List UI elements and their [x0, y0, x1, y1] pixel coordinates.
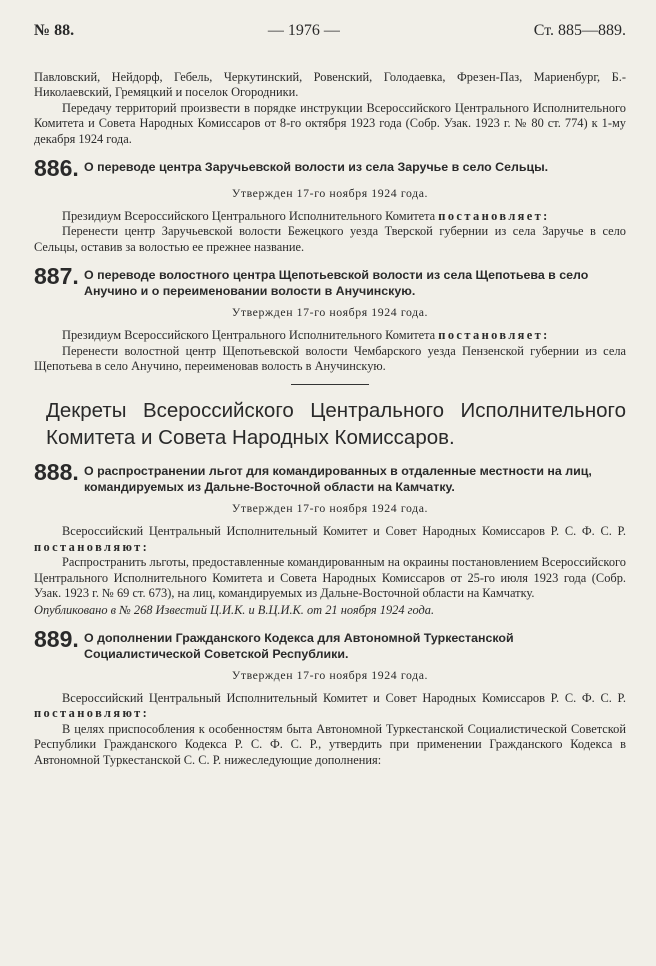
article-title: О переводе центра Заручьевской волости из села Заручье в село Сельцы. — [84, 160, 549, 175]
issue-number: № 88. — [34, 22, 75, 39]
article-preamble — [34, 691, 626, 722]
page-header — [34, 22, 626, 48]
article-body: Распространить льготы, предоставленные командированным на окраины постановлением Всероссийского Центрального Исполнительного Комитета и Совета Народных Комиссаров от 25-го июля 1923 года (Собр. Узак. 1923 г. № 69 ст. 673), на лиц, командируемых из Дальне-Восточной области на Камчатку. — [34, 555, 626, 601]
intro-paragraph-1: Павловский, Нейдорф, Гебель, Черкутинский, Ровенский, Голодаевка, Фрезен-Паз, Мариенбург, Б.-Николаевский, Гремяцкий и поселок Огородники. — [34, 70, 626, 100]
article-range: Ст. 885—889. — [533, 22, 626, 39]
article-number: 888. — [34, 459, 79, 486]
article-preamble — [34, 524, 626, 555]
article-body: В целях приспособления к особенностям быта Автономной Туркестанской Социалистической Советской Республики Гражданского Кодекса Р. С. Ф. С. Р., утвердить при применении Гражданского Кодекса в Автономной Туркестанской С. С. Р. нижеследующие дополнения: — [34, 721, 626, 767]
article-889-heading — [34, 627, 626, 662]
article-number: 887. — [34, 263, 79, 290]
intro-paragraph-2: Передачу территорий произвести в порядке инструкции Всероссийского Центрального Исполнительного Комитета и Совета Народных Комиссаров от 8-го октября 1923 года (Собр. Узак. 1923 г. № 80 ст. 774) к 1-му декабря 1924 года. — [34, 100, 626, 146]
article-887-heading — [34, 264, 626, 299]
intro-continuation — [34, 70, 626, 147]
article-title: О распространении льгот для командированных в отдаленные местности на лиц, командируемых из Дальне-Восточной области на Камчатку. — [84, 464, 592, 495]
resolves-word: постановляет: — [438, 328, 550, 343]
approval-date: Утвержден 17-го ноября 1924 года. — [231, 501, 429, 516]
preamble-text: Всероссийский Центральный Исполнительный Комитет и Совет Народных Комиссаров Р. С. Ф. С. Р. — [62, 524, 626, 539]
resolves-word: постановляют: — [34, 706, 150, 721]
article-body: Перенести волостной центр Щепотьевской волости Чембарского уезда Пензенской губернии из села Щепотьева в село Анучино, переименовав волость в Анучинскую. — [34, 343, 626, 374]
preamble-text: Президиум Всероссийского Центрального Исполнительного Комитета — [62, 209, 436, 224]
page-number: — 1976 — — [267, 22, 340, 39]
preamble-text: Всероссийский Центральный Исполнительный Комитет и Совет Народных Комиссаров Р. С. Ф. С. Р. — [62, 690, 626, 705]
article-body: Перенести центр Заручьевской волости Бежецкого уезда Тверской губернии из села Заручье в село Сельцы, оставив за волостью ее прежнее название. — [34, 224, 626, 254]
approval-date: Утвержден 17-го ноября 1924 года. — [231, 667, 429, 682]
article-number: 886. — [34, 155, 79, 182]
approval-date: Утвержден 17-го ноября 1924 года. — [231, 186, 429, 201]
article-886-heading — [34, 156, 626, 180]
article-preamble — [34, 328, 626, 343]
resolves-word: постановляет: — [438, 209, 550, 224]
approval-date: Утвержден 17-го ноября 1924 года. — [231, 305, 429, 320]
article-preamble — [34, 209, 626, 224]
article-number: 889. — [34, 625, 79, 652]
resolves-word: постановляют: — [34, 539, 150, 554]
preamble-text: Президиум Всероссийского Центрального Исполнительного Комитета — [62, 328, 436, 343]
article-title: О дополнении Гражданского Кодекса для Автономной Туркестанской Социалистической Советской Республики. — [84, 630, 514, 661]
article-888-heading — [34, 460, 626, 495]
section-divider — [291, 384, 369, 385]
article-title: О переводе волостного центра Щепотьевской волости из села Щепотьева в село Анучино и о переименовании волости в Анучинскую. — [84, 268, 589, 299]
publication-note: Опубликовано в № 268 Известий Ц.И.К. и В.Ц.И.К. от 21 ноября 1924 года. — [34, 602, 435, 617]
section-title: Декреты Всероссийского Центрального Исполнительного Комитета и Совета Народных Комиссаров. — [46, 399, 626, 450]
